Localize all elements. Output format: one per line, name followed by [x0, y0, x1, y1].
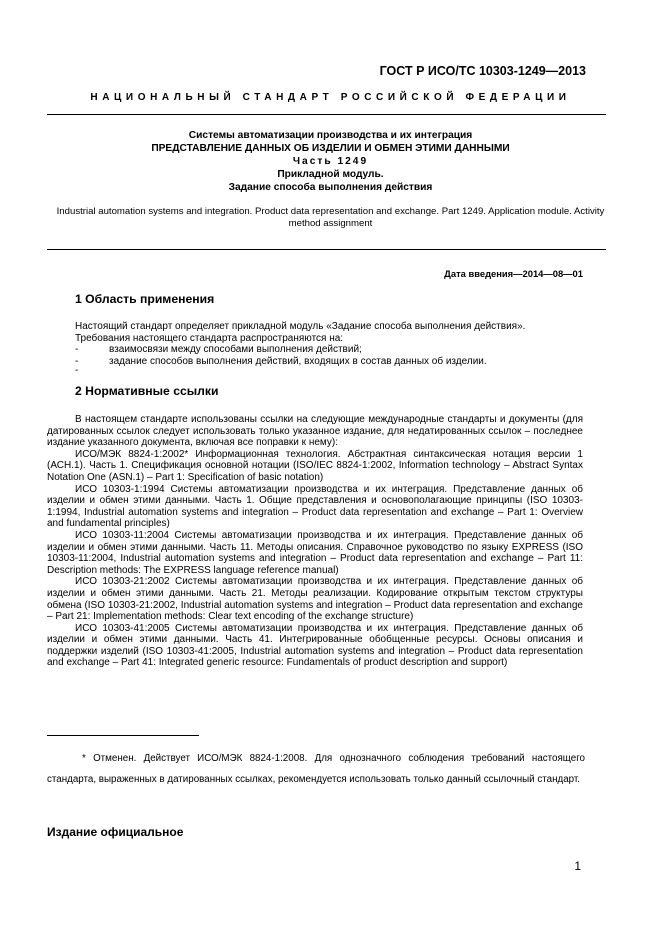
reference-item: ИСО 10303-11:2004 Системы автоматизации производства и их интеграция. Представление данных об изделии и обмен этими данными. Часть 11. Методы описания. Справочное руководство по языку EXPRESS (ISO 10303-11:2004, Industrial automation systems and integration – Product data representation and exchange – Part 11: Description methods: The EXPRESS language reference manual) — [47, 529, 583, 576]
title-part: Часть 1249 — [292, 156, 369, 167]
title-line-5: Задание способа выполнения действия — [228, 182, 433, 193]
footnote-rule — [47, 735, 199, 736]
reference-item: ИСО 10303-41:2005 Системы автоматизации производства и их интеграция. Представление данных об изделии и обмен этими данными. Часть 41. Интегрированные обобщенные ресурсы. Основы описания и поддержки изделий (ISO 10303-41:2005, Industrial automation systems and integration – Product data representation and exchange – Part 41: Integrated generic resource: Fundamentals of product description and support) — [47, 622, 583, 669]
official-edition-label: Издание официальное — [47, 825, 184, 839]
date-of-introduction: Дата введения—2014—08—01 — [444, 268, 583, 279]
list-item-empty — [75, 367, 595, 375]
gost-number: ГОСТ Р ИСО/ТС 10303-1249—2013 — [379, 64, 586, 78]
reference-item: ИСО 10303-21:2002 Системы автоматизации производства и их интеграция. Представление данных об изделии и обмен этими данными. Часть 21. Методы реализации. Кодирование открытым текстом структуры обмена (ISO 10303-21:2002, Industrial automation systems and integration – Product data representation and exchange – Part 21: Implementation methods: Clear text encoding of the exchange structure) — [47, 576, 583, 623]
section-1-paragraph-1: Настоящий стандарт определяет прикладной модуль «Задание способа выполнения действия». — [75, 321, 526, 332]
section-1-paragraph-2: Требования настоящего стандарта распространяются на: — [75, 332, 344, 344]
page-number: 1 — [574, 859, 581, 873]
footnote: * Отменен. Действует ИСО/МЭК 8824-1:2008. Для однозначного соблюдения требований настоящего стандарта, выраженных в датированных ссылках, рекомендуется использовать только данный ссылочный стандарт. — [47, 753, 585, 785]
section-1-heading: 1 Область применения — [75, 292, 215, 306]
reference-item: ИСО 10303-1:1994 Системы автоматизации производства и их интеграция. Представление данных об изделии и обмен этими данными. Часть 1. Общие представления и основополагающие принципы (ISO 10303-1:1994, Industrial automation systems and integration – Product data representation and exchange – Part 1: Overview and fundamental principles) — [47, 483, 583, 530]
title-line-4: Прикладной модуль. — [277, 169, 384, 180]
national-standard-banner: НАЦИОНАЛЬНЫЙ СТАНДАРТ РОССИЙСКОЙ ФЕДЕРАЦИИ — [90, 92, 571, 103]
list-dash: - — [75, 355, 79, 367]
list-dash: - — [75, 344, 79, 356]
list-item-text: взаимосвязи между способами выполнения действий; — [109, 344, 362, 356]
title-rule — [47, 249, 606, 250]
list-item — [75, 344, 595, 356]
title-line-2: ПРЕДСТАВЛЕНИЕ ДАННЫХ ОБ ИЗДЕЛИИ И ОБМЕН ЭТИМИ ДАННЫМИ — [151, 143, 510, 154]
section-2-intro: В настоящем стандарте использованы ссылки на следующие международные стандарты и документы (для датированных ссылок следует использовать только указанное издание, для недатированных ссылок – последнее издание указанного документа, включая все поправки к нему): — [47, 414, 583, 449]
section-2-heading: 2 Нормативные ссылки — [75, 384, 219, 398]
reference-item: ИСО/МЭК 8824-1:2002* Информационная технология. Абстрактная синтаксическая нотация версии 1 (АСН.1). Часть 1. Спецификация основной нотации (ISO/IEC 8824-1:2002, Information technology – Abstract Syntax Notation One (ASN.1) – Part 1: Specification of basic notation) — [47, 448, 583, 483]
title-line-1: Системы автоматизации производства и их интеграция — [188, 130, 473, 141]
list-item — [75, 356, 595, 368]
section-2-body — [47, 414, 583, 669]
title-block — [47, 129, 614, 194]
list-dash: - — [75, 365, 79, 377]
list-item-text: задание способов выполнения действий, входящих в состав данных об изделии. — [109, 355, 487, 367]
section-1-body — [75, 321, 595, 375]
english-title: Industrial automation systems and integration. Product data representation and exchange. Part 1249. Application module. Activity method assignment — [56, 206, 605, 229]
header-rule — [47, 114, 606, 115]
